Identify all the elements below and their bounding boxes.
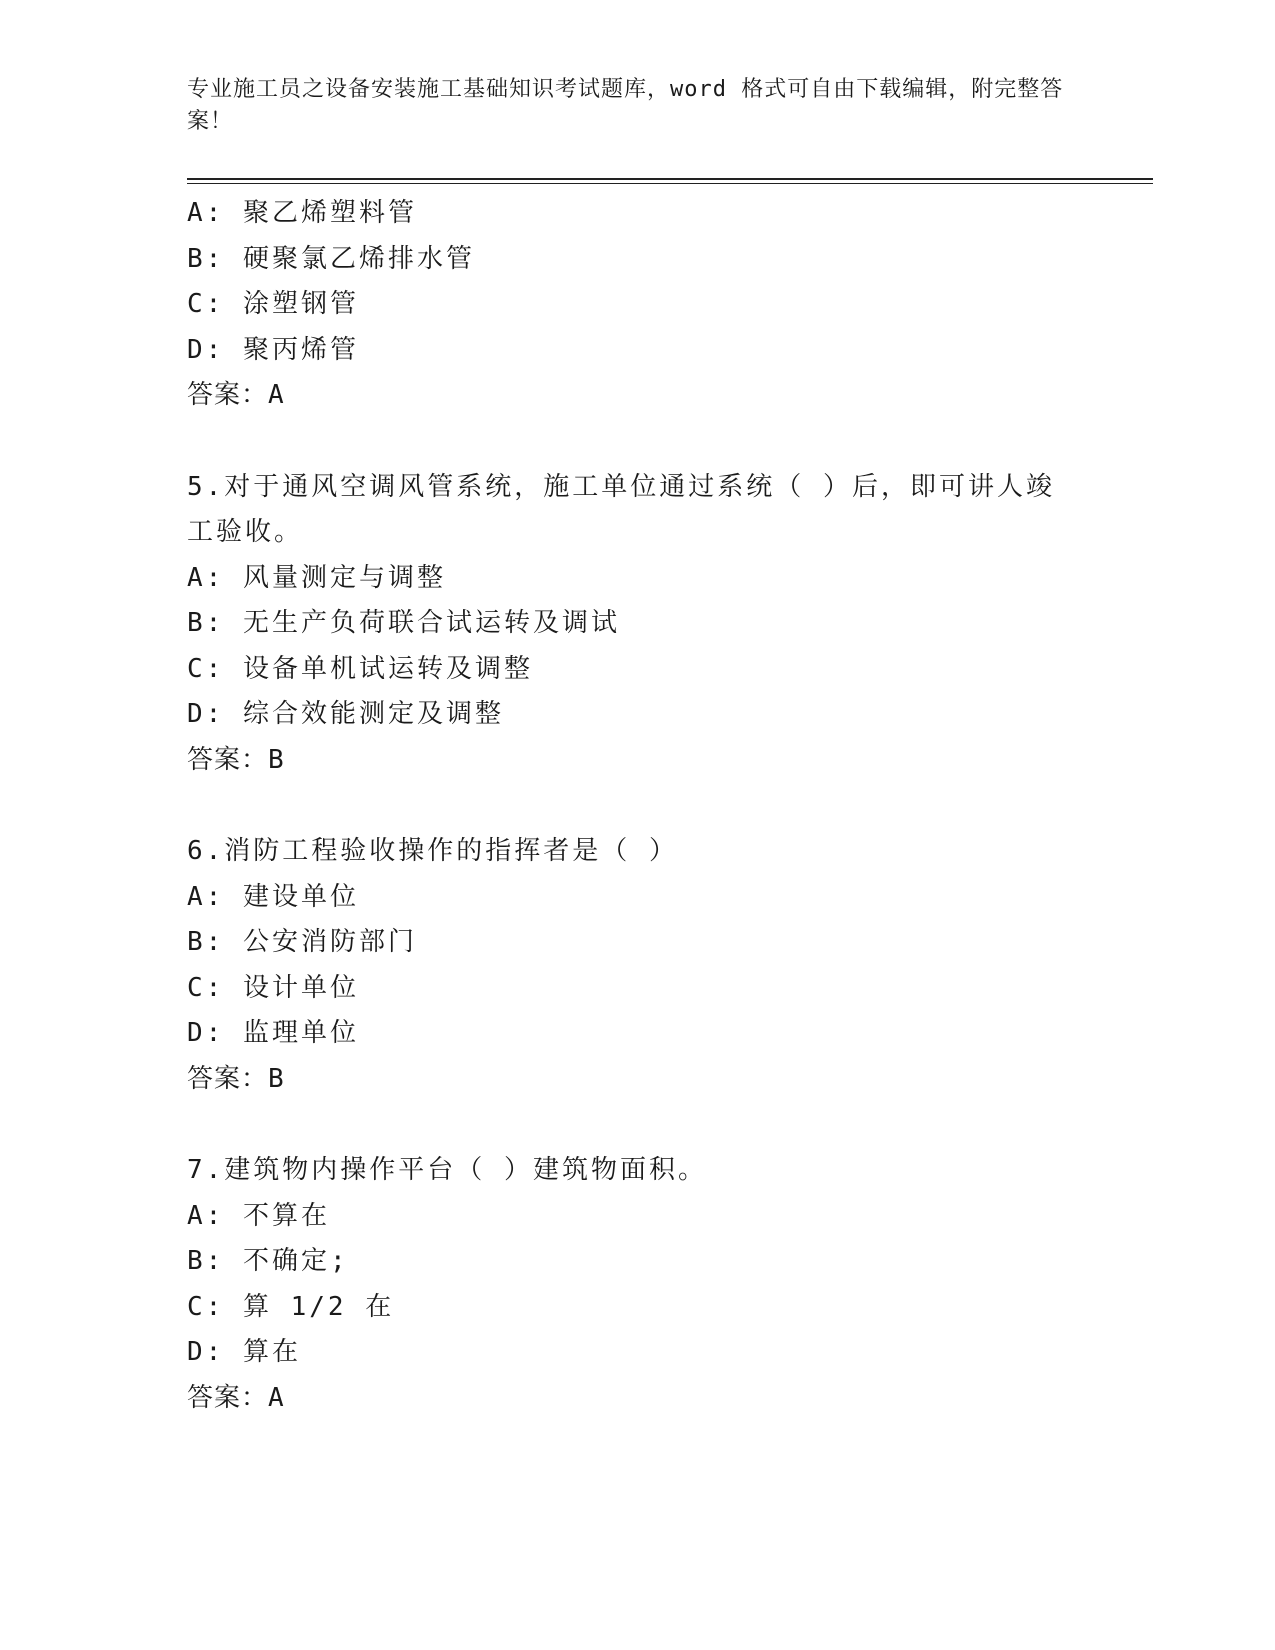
- answer-line: 答案：A: [187, 1382, 285, 1413]
- option-c: C: 设备单机试运转及调整: [187, 653, 533, 684]
- question-stem: 7.建筑物内操作平台（ ）建筑物面积。: [187, 1155, 707, 1185]
- option-b: B: 硬聚氯乙烯排水管: [187, 243, 475, 274]
- option-c: C: 涂塑钢管: [187, 289, 359, 319]
- option-d: D: 综合效能测定及调整: [187, 699, 504, 729]
- spacer: [187, 1102, 1087, 1148]
- option-d: D: 聚丙烯管: [187, 334, 359, 365]
- option-d: D: 算在: [187, 1337, 301, 1367]
- spacer: [187, 783, 1087, 829]
- option-a: A: 不算在: [187, 1200, 330, 1231]
- option-b: B: 公安消防部门: [187, 927, 417, 957]
- option-a: A: 风量测定与调整: [187, 562, 446, 593]
- page-header: 专业施工员之设备安装施工基础知识考试题库，word 格式可自由下载编辑，附完整答案！: [187, 77, 1064, 134]
- answer-line: 答案：B: [187, 1063, 285, 1094]
- question-content: [187, 191, 1087, 1421]
- option-b: B: 不确定;: [187, 1246, 349, 1276]
- question-block-4: [187, 191, 1087, 419]
- answer-line: 答案：A: [187, 380, 285, 410]
- question-block-6: [187, 829, 1087, 1102]
- option-c: C: 设计单位: [187, 972, 359, 1003]
- header-rule-thick: [187, 178, 1153, 180]
- answer-line: 答案：B: [187, 744, 285, 775]
- question-block-5: [187, 465, 1087, 784]
- question-block-7: [187, 1148, 1087, 1421]
- question-stem: 5.对于通风空调风管系统，施工单位通过系统（ ）后，即可讲人竣工验收。: [187, 471, 1055, 547]
- spacer: [187, 419, 1087, 465]
- question-stem: 6.消防工程验收操作的指挥者是（ ）: [187, 836, 678, 866]
- option-a: A: 建设单位: [187, 881, 359, 912]
- option-a: A: 聚乙烯塑料管: [187, 198, 417, 228]
- option-c: C: 算 1/2 在: [187, 1291, 395, 1322]
- option-d: D: 监理单位: [187, 1018, 359, 1048]
- header-rule-thin: [187, 183, 1153, 184]
- option-b: B: 无生产负荷联合试运转及调试: [187, 608, 620, 638]
